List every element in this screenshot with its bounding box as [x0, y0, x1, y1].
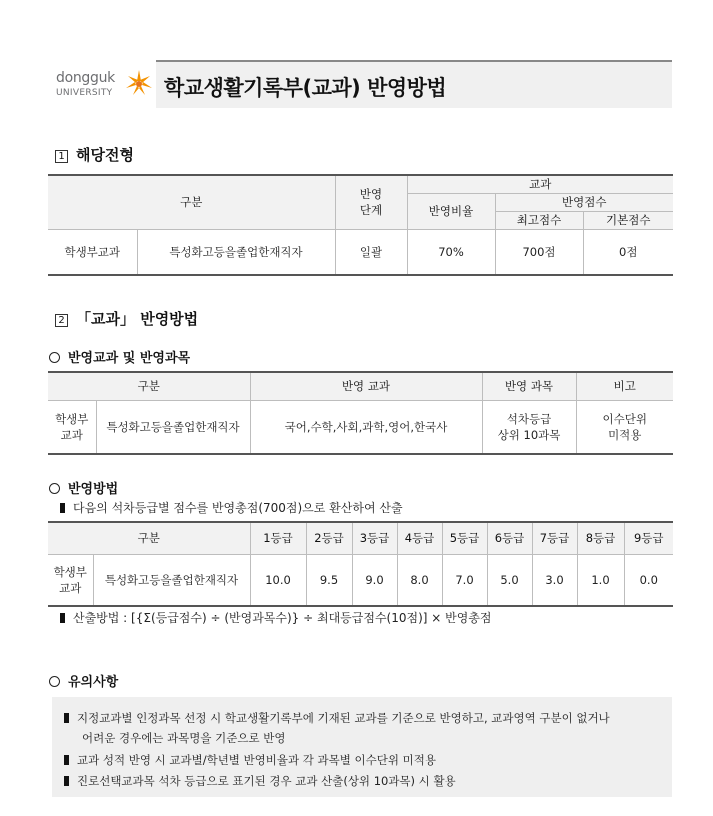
subjects-table — [48, 371, 673, 455]
cell-courses: 석차등급 상위 10과목 — [482, 400, 576, 454]
cell-score-grade-8: 1.0 — [577, 554, 624, 606]
cell-track: 특성화고등을졸업한재직자 — [93, 554, 250, 606]
page-header — [52, 60, 672, 108]
col-header-courses: 반영 과목 — [482, 372, 576, 400]
section-title: 해당전형 — [76, 146, 134, 164]
cell-track: 특성화고등을졸업한재직자 — [96, 400, 250, 454]
subheading-notes — [49, 671, 118, 690]
notes-box — [52, 697, 672, 797]
table-row — [48, 229, 673, 275]
col-header-subject: 교과 — [407, 175, 673, 193]
col-header-grade-5: 5등급 — [442, 522, 487, 554]
lotus-emblem-icon — [124, 68, 154, 98]
section-heading-2 — [55, 308, 198, 329]
cell-score-grade-3: 9.0 — [352, 554, 397, 606]
formula-text: 산출방법 : [{Σ(등급점수) ÷ (반영과목수)} ÷ 최대등급점수(10점)] × 반영총점 — [73, 611, 492, 625]
note-item-continued — [82, 730, 285, 746]
admission-type-table — [48, 174, 673, 276]
circle-bullet-icon — [49, 676, 60, 687]
grade-score-table — [48, 521, 673, 607]
note-item — [64, 752, 436, 768]
col-header-max: 최고점수 — [495, 211, 583, 229]
cell-score-grade-4: 8.0 — [397, 554, 442, 606]
cell-type: 학생부 교과 — [48, 554, 93, 606]
col-header-grade-8: 8등급 — [577, 522, 624, 554]
circle-bullet-icon — [49, 352, 60, 363]
table-row — [48, 400, 673, 454]
method-description-text: 다음의 석차등급별 점수를 반영총점(700점)으로 환산하여 산출 — [73, 501, 403, 515]
section-number-box: 1 — [55, 150, 68, 163]
col-header-grade-7: 7등급 — [532, 522, 577, 554]
col-header-score: 반영점수 — [495, 193, 673, 211]
note-item — [64, 773, 456, 789]
cell-ratio: 70% — [407, 229, 495, 275]
cell-max: 700점 — [495, 229, 583, 275]
subheading-text: 유의사항 — [68, 675, 119, 690]
square-bullet-icon — [60, 503, 65, 513]
section-heading-1 — [55, 144, 134, 165]
col-header-grade-4: 4등급 — [397, 522, 442, 554]
title-bar — [156, 60, 672, 108]
subheading-method — [49, 478, 118, 497]
square-bullet-icon — [60, 613, 65, 623]
cell-score-grade-2: 9.5 — [306, 554, 352, 606]
col-header-grade-9: 9등급 — [624, 522, 673, 554]
cell-type: 학생부교과 — [48, 229, 137, 275]
note-text: 진로선택교과목 석차 등급으로 표기된 경우 교과 산출(상위 10과목) 시 활용 — [77, 774, 456, 788]
col-header-gubun: 구분 — [48, 522, 250, 554]
note-text: 어려운 경우에는 과목명을 기준으로 반영 — [82, 731, 286, 745]
col-header-stage: 반영 단계 — [335, 175, 407, 229]
cell-score-grade-5: 7.0 — [442, 554, 487, 606]
col-header-grade-3: 3등급 — [352, 522, 397, 554]
note-item — [64, 710, 610, 726]
cell-score-grade-7: 3.0 — [532, 554, 577, 606]
table-row — [48, 554, 673, 606]
section-number-box: 2 — [55, 314, 68, 327]
section-title: 「교과」 반영방법 — [76, 310, 199, 328]
page-title: 학교생활기록부(교과) 반영방법 — [164, 76, 447, 100]
method-description — [60, 499, 403, 516]
col-header-grade-6: 6등급 — [487, 522, 532, 554]
note-text: 교과 성적 반영 시 교과별/학년별 반영비율과 각 과목별 이수단위 미적용 — [77, 753, 436, 767]
col-header-gubun: 구분 — [48, 175, 335, 229]
square-bullet-icon — [64, 776, 69, 786]
cell-score-grade-1: 10.0 — [250, 554, 306, 606]
col-header-grade-1: 1등급 — [250, 522, 306, 554]
cell-subjects: 국어,수학,사회,과학,영어,한국사 — [250, 400, 482, 454]
cell-type: 학생부 교과 — [48, 400, 96, 454]
formula-line — [60, 609, 492, 626]
col-header-ratio: 반영비율 — [407, 193, 495, 229]
circle-bullet-icon — [49, 483, 60, 494]
col-header-subjects: 반영 교과 — [250, 372, 482, 400]
subheading-text: 반영방법 — [68, 482, 119, 497]
col-header-base: 기본점수 — [583, 211, 673, 229]
square-bullet-icon — [64, 713, 69, 723]
square-bullet-icon — [64, 755, 69, 765]
university-logo — [56, 68, 156, 102]
subheading-subjects — [49, 347, 190, 366]
cell-score-grade-9: 0.0 — [624, 554, 673, 606]
logo-subtext: UNIVERSITY — [56, 88, 113, 98]
col-header-gubun: 구분 — [48, 372, 250, 400]
cell-base: 0점 — [583, 229, 673, 275]
cell-stage: 일괄 — [335, 229, 407, 275]
cell-track: 특성화고등을졸업한재직자 — [137, 229, 335, 275]
subheading-text: 반영교과 및 반영과목 — [68, 351, 191, 366]
col-header-grade-2: 2등급 — [306, 522, 352, 554]
cell-score-grade-6: 5.0 — [487, 554, 532, 606]
note-text: 지정교과별 인정과목 선정 시 학교생활기록부에 기재된 교과를 기준으로 반영하고, 교과영역 구분이 없거나 — [77, 711, 610, 725]
col-header-note: 비고 — [576, 372, 673, 400]
logo-wordmark: dongguk — [56, 70, 115, 86]
cell-note: 이수단위 미적용 — [576, 400, 673, 454]
